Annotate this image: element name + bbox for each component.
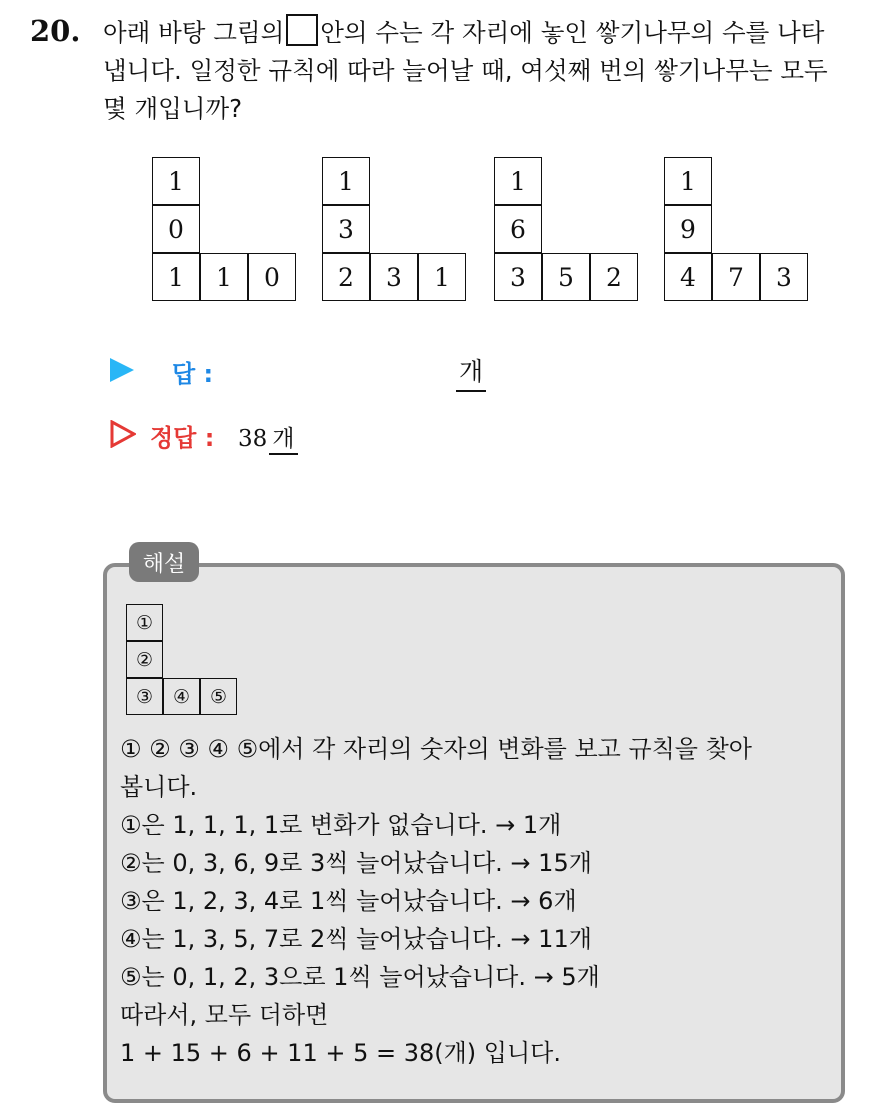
- explanation-text: [120, 730, 840, 1072]
- blank-box-symbol: [286, 14, 318, 46]
- figure-cell-bottom-right: 2: [590, 253, 638, 301]
- question-line-1-start: 아래 바탕 그림의: [103, 18, 285, 47]
- figure-cell-bottom-center: 5: [542, 253, 590, 301]
- grid-cell-3: ③: [126, 678, 163, 715]
- answer-label: 답 :: [172, 360, 214, 388]
- correct-answer-unit: 개: [269, 426, 297, 455]
- question-number: 20.: [30, 14, 81, 48]
- correct-answer-number: 38: [238, 426, 268, 452]
- explanation-line: 따라서, 모두 더하면: [120, 1001, 329, 1029]
- explanation-line: ① ② ③ ④ ⑤에서 각 자리의 숫자의 변화를 보고 규칙을 찾아: [120, 735, 752, 763]
- grid-cell-5: ⑤: [200, 678, 237, 715]
- figure-cell-top: 1: [494, 157, 542, 205]
- grid-cell-4: ④: [163, 678, 200, 715]
- outline-triangle-icon: [110, 420, 136, 448]
- question-line-2: 냅니다. 일정한 규칙에 따라 늘어날 때, 여섯째 번의 쌓기나무는 모두: [103, 56, 828, 85]
- explanation-line: ④는 1, 3, 5, 7로 2씩 늘어났습니다. → 11개: [120, 925, 592, 953]
- figure-cell-bottom-right: 0: [248, 253, 296, 301]
- figure-cell-bottom-center: 3: [370, 253, 418, 301]
- figure-cell-bottom-left: 3: [494, 253, 542, 301]
- figure-cell-bottom-right: 3: [760, 253, 808, 301]
- question-line-1-end: 안의 수는 각 자리에 놓인 쌓기나무의 수를 나타: [320, 18, 825, 47]
- figure-cell-middle: 6: [494, 205, 542, 253]
- explanation-line: ①은 1, 1, 1, 1로 변화가 없습니다. → 1개: [120, 811, 562, 839]
- grid-cell-1: ①: [126, 604, 163, 641]
- explanation-tab: 해설: [129, 542, 199, 582]
- explanation-line: ③은 1, 2, 3, 4로 1씩 늘어났습니다. → 6개: [120, 887, 577, 915]
- answer-unit: 개: [456, 352, 486, 392]
- figure-cell-bottom-left: 4: [664, 253, 712, 301]
- filled-triangle-icon: [110, 358, 134, 382]
- figure-cell-middle: 9: [664, 205, 712, 253]
- figure-cell-middle: 0: [152, 205, 200, 253]
- explanation-line: ⑤는 0, 1, 2, 3으로 1씩 늘어났습니다. → 5개: [120, 963, 600, 991]
- correct-answer-value: [238, 420, 298, 453]
- figure-cell-bottom-left: 1: [152, 253, 200, 301]
- figure-cell-bottom-right: 1: [418, 253, 466, 301]
- figure-cell-bottom-center: 7: [712, 253, 760, 301]
- figure-cell-top: 1: [152, 157, 200, 205]
- correct-answer-label: 정답 :: [150, 424, 215, 452]
- explanation-line: 봅니다.: [120, 773, 198, 801]
- figure-cell-top: 1: [322, 157, 370, 205]
- figure-cell-middle: 3: [322, 205, 370, 253]
- grid-cell-2: ②: [126, 641, 163, 678]
- explanation-line: 1 + 15 + 6 + 11 + 5 = 38(개) 입니다.: [120, 1039, 561, 1067]
- figure-cell-bottom-left: 2: [322, 253, 370, 301]
- explanation-line: ②는 0, 3, 6, 9로 3씩 늘어났습니다. → 15개: [120, 849, 592, 877]
- figure-cell-bottom-center: 1: [200, 253, 248, 301]
- question-text: [103, 14, 863, 128]
- question-line-1: [103, 14, 863, 52]
- figure-cell-top: 1: [664, 157, 712, 205]
- question-line-3: 몇 개입니까?: [103, 94, 243, 123]
